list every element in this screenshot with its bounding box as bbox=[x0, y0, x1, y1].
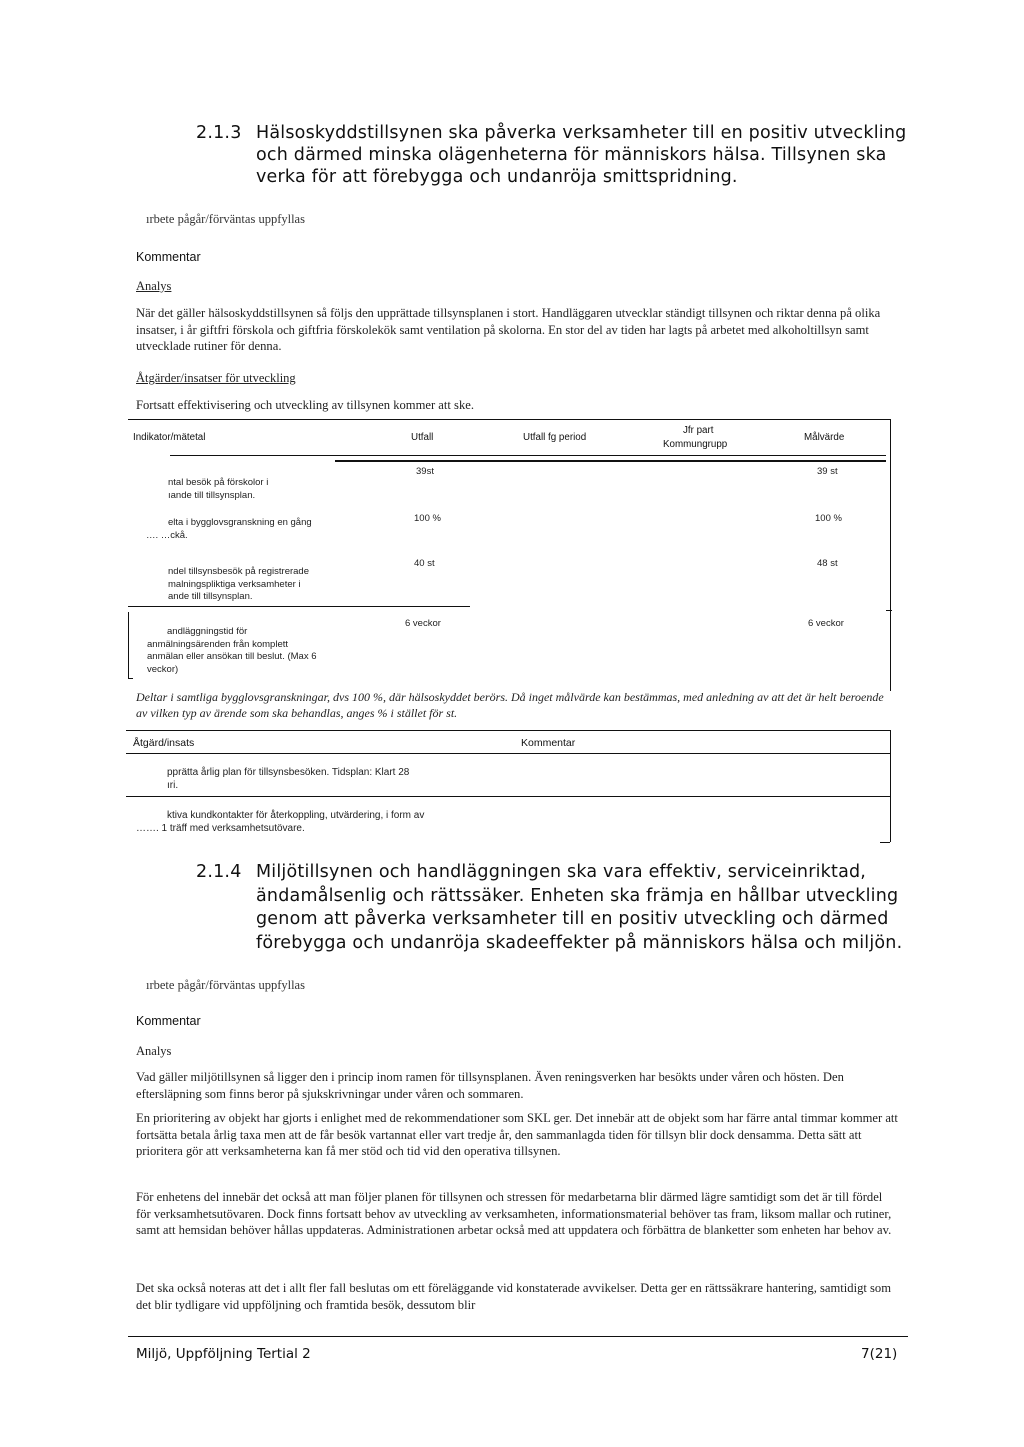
section-heading-2-1-3 bbox=[196, 122, 926, 192]
utfall-value: 100 % bbox=[414, 513, 441, 524]
analys-paragraph: Det ska också noteras att det i allt fler fall beslutas om ett föreläggande vid konstaterade avvikelser. Detta ger en rättssäkrare hantering, samtidigt som det blir tydligare vid uppföljning och framtida besök, dessutom blir bbox=[136, 1281, 892, 1312]
table-row bbox=[147, 626, 397, 676]
analys-paragraph: För enhetens del innebär det också att man följer planen för tillsynen och stressen för medarbetarna blir därmed lägre samtidigt som det är till fördel för verksamhetsutövaren. Dock finns fortsatt behov av utveckling av verksamheten, informationsmaterial behöver tas fram, liksom mallar och rutiner, samt att hemsidan behöver hållas uppdateras. Administrationen arbetar också med att uppdatera och förbättra de blanketter som enheten har behov av. bbox=[136, 1190, 892, 1237]
indicator-name-cont: malningspliktiga verksamheter i bbox=[168, 578, 301, 590]
table-row bbox=[136, 810, 516, 835]
th-kommentar: Kommentar bbox=[521, 737, 576, 749]
analys-label: Analys bbox=[136, 279, 172, 293]
utfall-value: 6 veckor bbox=[405, 618, 441, 629]
atgarder-label: Åtgärder/insatser för utveckling bbox=[136, 371, 296, 385]
indicator-name-cont: …. …ckå. bbox=[146, 529, 188, 541]
indicator-name-cont: anmälan eller ansökan till beslut. (Max 6 bbox=[147, 651, 317, 662]
table-note: Deltar i samtliga bygglovsgranskningar, dvs 100 %, där hälsoskyddet berörs. Då inget målvärde kan bestämmas, med anledning av att det är helt beroende av vilken typ av ärende som ska behandlas, anges % i stället för st. bbox=[136, 690, 884, 720]
indicator-name-cont: veckor) bbox=[147, 663, 179, 675]
action-text: ktiva kundkontakter för återkoppling, utvärdering, i form av bbox=[167, 810, 425, 821]
indicator-name-cont: ande till tillsynsplan. bbox=[168, 591, 253, 602]
table-row bbox=[168, 477, 398, 502]
utfall-value: 39st bbox=[416, 466, 434, 477]
malvarde-value: 6 veckor bbox=[808, 618, 844, 629]
th-indikator: Indikator/mätetal bbox=[133, 432, 206, 443]
th-atgard: Åtgärd/insats bbox=[133, 737, 195, 749]
th-malvarde: Målvärde bbox=[804, 432, 845, 443]
analys-paragraph: Vad gäller miljötillsynen så ligger den i princip inom ramen för tillsynsplanen. Även reningsverken har besökts under våren och hösten. Den eftersläpning som finns beror på sjukskrivningar under våren och sommaren. bbox=[136, 1070, 844, 1101]
status-text: ırbete pågår/förväntas uppfyllas bbox=[146, 212, 305, 226]
kommentar-label: Kommentar bbox=[136, 250, 201, 264]
status-text: ırbete pågår/förväntas uppfyllas bbox=[146, 978, 305, 992]
page-number: 7(21) bbox=[861, 1346, 898, 1362]
utfall-value: 40 st bbox=[414, 558, 435, 569]
indicator-name: ntal besök på förskolor i bbox=[168, 477, 269, 488]
table-row bbox=[167, 767, 507, 792]
kommentar-label: Kommentar bbox=[136, 1014, 201, 1028]
table-row bbox=[146, 517, 398, 542]
indicator-name: andläggningstid för bbox=[167, 626, 248, 637]
action-text-cont: ……. 1 träff med verksamhetsutövare. bbox=[136, 822, 305, 834]
footer-title: Miljö, Uppföljning Tertial 2 bbox=[136, 1346, 311, 1362]
section-heading-2-1-4 bbox=[196, 861, 926, 956]
analys-paragraph: En prioritering av objekt har gjorts i enlighet med de rekommendationer som SKL ger. Det innebär att de objekt som har färre antal timmar kommer att fortsätta betala årlig taxa men att de får besök vartannat eller vart tredje år, den sammanlagda tiden för tillsyn blir dock densamma. Detta sätt att prioritera gör att verksamheterna kan få mer stöd och tid vid den operativa tillsynen. bbox=[136, 1111, 898, 1158]
th-jfr-part: Jfr part bbox=[683, 425, 714, 436]
action-text: pprätta årlig plan för tillsynsbesöken. Tidsplan: Klart 28 bbox=[167, 767, 410, 778]
malvarde-value: 48 st bbox=[817, 558, 838, 569]
analys-paragraph: När det gäller hälsoskyddstillsynen så följs den upprättade tillsynsplanen i stort. Handläggaren utvecklar ständigt tillsynen och riktar denna på olika insatser, i år giftfri förskola och giftfria förskolekök samt ventilation på skolorna. En stor del av tiden har lagts på arbetet med alkoholtillsyn samt utvecklade rutiner för denna. bbox=[136, 306, 881, 353]
malvarde-value: 100 % bbox=[815, 513, 842, 524]
section-heading-text: Hälsoskyddstillsynen ska påverka verksamheter till en positiv utveckling och därmed minska olägenheterna för människors hälsa. Tillsynen ska verka för att förebygga och undanröja smittspridning. bbox=[256, 123, 907, 187]
th-kommungrupp: Kommungrupp bbox=[663, 439, 728, 450]
indicator-name-cont: anmälningsärenden från komplett bbox=[147, 638, 289, 650]
analys-label: Analys bbox=[136, 1044, 172, 1058]
malvarde-value: 39 st bbox=[817, 466, 838, 477]
section-number: 2.1.4 bbox=[196, 862, 242, 882]
table-row bbox=[168, 566, 398, 604]
section-number: 2.1.3 bbox=[196, 123, 242, 143]
th-utfall-fg: Utfall fg period bbox=[523, 432, 587, 443]
action-text-cont: ıri. bbox=[167, 779, 179, 791]
atgarder-text: Fortsatt effektivisering och utveckling av tillsynen kommer att ske. bbox=[136, 398, 474, 412]
th-utfall: Utfall bbox=[411, 432, 434, 443]
indicator-name: elta i bygglovsgranskning en gång bbox=[168, 517, 312, 528]
indicator-name-cont: ıande till tillsynsplan. bbox=[168, 489, 256, 501]
indicator-name: ndel tillsynsbesök på registrerade bbox=[168, 566, 309, 577]
section-heading-text: Miljötillsynen och handläggningen ska vara effektiv, serviceinriktad, ändamålsenlig och rättssäker. Enheten ska främja en hållbar utveckling genom att påverka verksamheter till en positiv utveckling och därmed förebygga och undanröja skadeeffekter på människors hälsa och miljön. bbox=[256, 862, 903, 953]
